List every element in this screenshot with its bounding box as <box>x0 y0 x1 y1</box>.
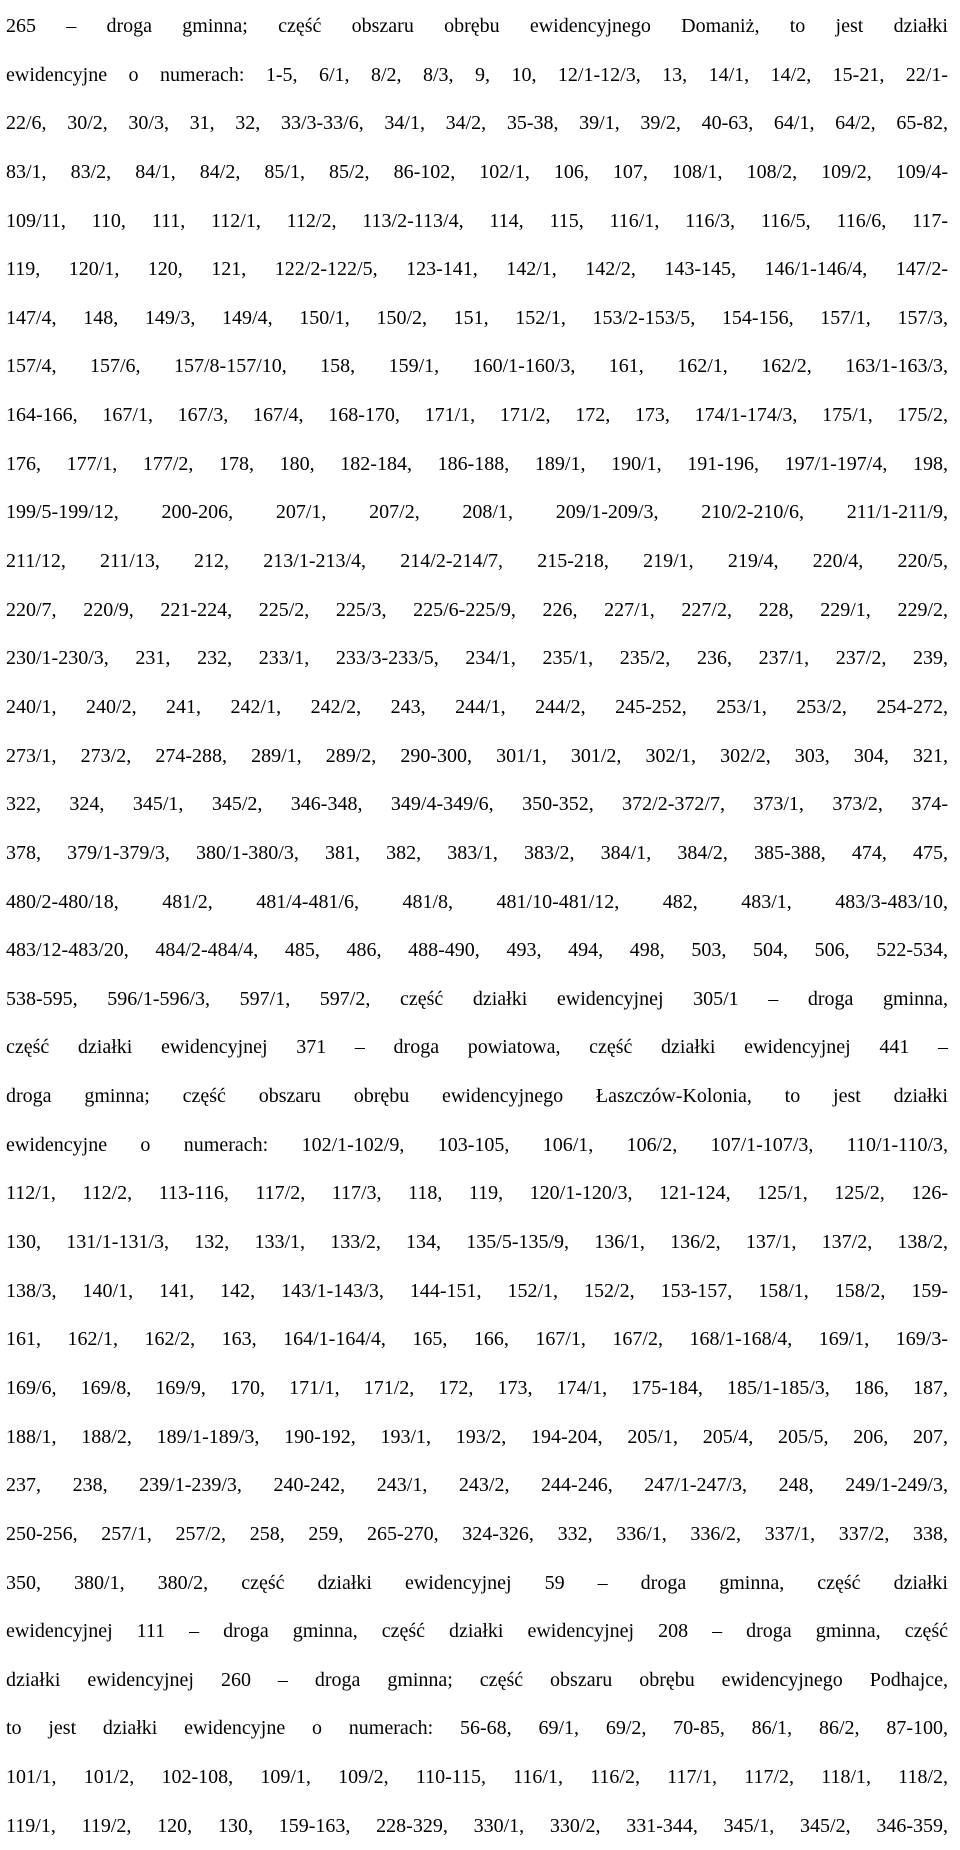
text-line: ewidencyjne o numerach: 1-5, 6/1, 8/2, 8/3, 9, 10, 12/1-12/3, 13, 14/1, 14/2, 15-21, 22/1- <box>6 63 948 86</box>
text-line: 138/3, 140/1, 141, 142, 143/1-143/3, 144-151, 152/1, 152/2, 153-157, 158/1, 158/2, 159- <box>6 1279 948 1302</box>
text-line: 83/1, 83/2, 84/1, 84/2, 85/1, 85/2, 86-102, 102/1, 106, 107, 108/1, 108/2, 109/2, 109/4- <box>6 160 948 183</box>
text-line: 265 – droga gminna; część obszaru obrębu ewidencyjnego Domaniż, to jest działki <box>6 15 948 37</box>
text-line: 230/1-230/3, 231, 232, 233/1, 233/3-233/5, 234/1, 235/1, 235/2, 236, 237/1, 237/2, 239, <box>6 647 948 670</box>
text-line: 199/5-199/12, 200-206, 207/1, 207/2, 208/1, 209/1-209/3, 210/2-210/6, 211/1-211/9, <box>6 501 948 524</box>
text-line: 119/1, 119/2, 120, 130, 159-163, 228-329, 330/1, 330/2, 331-344, 345/1, 345/2, 346-359, <box>6 1814 948 1837</box>
text-line: działki ewidencyjnej 260 – droga gminna; część obszaru obrębu ewidencyjnego Podhajce, <box>6 1668 948 1691</box>
text-line: 164-166, 167/1, 167/3, 167/4, 168-170, 171/1, 171/2, 172, 173, 174/1-174/3, 175/1, 175/2, <box>6 404 948 427</box>
text-line: 237, 238, 239/1-239/3, 240-242, 243/1, 243/2, 244-246, 247/1-247/3, 248, 249/1-249/3, <box>6 1474 948 1497</box>
text-line: część działki ewidencyjnej 371 – droga powiatowa, część działki ewidencyjnej 441 – <box>6 1036 948 1059</box>
text-line: 119, 120/1, 120, 121, 122/2-122/5, 123-141, 142/1, 142/2, 143-145, 146/1-146/4, 147/2- <box>6 258 948 281</box>
text-line: 22/6, 30/2, 30/3, 31, 32, 33/3-33/6, 34/1, 34/2, 35-38, 39/1, 39/2, 40-63, 64/1, 64/2, 65-82, <box>6 112 948 135</box>
text-line: 322, 324, 345/1, 345/2, 346-348, 349/4-349/6, 350-352, 372/2-372/7, 373/1, 373/2, 374- <box>6 793 948 816</box>
text-line: 538-595, 596/1-596/3, 597/1, 597/2, część działki ewidencyjnej 305/1 – droga gminna, <box>6 987 948 1010</box>
text-line: 169/6, 169/8, 169/9, 170, 171/1, 171/2, 172, 173, 174/1, 175-184, 185/1-185/3, 186, 187, <box>6 1376 948 1399</box>
text-line: 147/4, 148, 149/3, 149/4, 150/1, 150/2, 151, 152/1, 153/2-153/5, 154-156, 157/1, 157/3, <box>6 306 948 329</box>
text-line: 480/2-480/18, 481/2, 481/4-481/6, 481/8, 481/10-481/12, 482, 483/1, 483/3-483/10, <box>6 890 948 913</box>
text-line: ewidencyjnej 111 – droga gminna, część działki ewidencyjnej 208 – droga gminna, część <box>6 1620 948 1643</box>
text-line: 188/1, 188/2, 189/1-189/3, 190-192, 193/1, 193/2, 194-204, 205/1, 205/4, 205/5, 206, 207, <box>6 1425 948 1448</box>
text-line: 378, 379/1-379/3, 380/1-380/3, 381, 382, 383/1, 383/2, 384/1, 384/2, 385-388, 474, 475, <box>6 841 948 864</box>
text-line: 112/1, 112/2, 113-116, 117/2, 117/3, 118, 119, 120/1-120/3, 121-124, 125/1, 125/2, 126- <box>6 1182 948 1205</box>
text-line: 109/11, 110, 111, 112/1, 112/2, 113/2-113/4, 114, 115, 116/1, 116/3, 116/5, 116/6, 117- <box>6 209 948 232</box>
text-line: 350, 380/1, 380/2, część działki ewidencyjnej 59 – droga gminna, część działki <box>6 1571 948 1594</box>
document-text-block <box>6 0 948 1850</box>
text-line: 220/7, 220/9, 221-224, 225/2, 225/3, 225/6-225/9, 226, 227/1, 227/2, 228, 229/1, 229/2, <box>6 598 948 621</box>
text-line: 483/12-483/20, 484/2-484/4, 485, 486, 488-490, 493, 494, 498, 503, 504, 506, 522-534, <box>6 939 948 962</box>
text-line: 157/4, 157/6, 157/8-157/10, 158, 159/1, 160/1-160/3, 161, 162/1, 162/2, 163/1-163/3, <box>6 355 948 378</box>
text-line: 211/12, 211/13, 212, 213/1-213/4, 214/2-214/7, 215-218, 219/1, 219/4, 220/4, 220/5, <box>6 550 948 573</box>
text-line: droga gminna; część obszaru obrębu ewidencyjnego Łaszczów-Kolonia, to jest działki <box>6 1085 948 1108</box>
text-line: to jest działki ewidencyjne o numerach: 56-68, 69/1, 69/2, 70-85, 86/1, 86/2, 87-100, <box>6 1717 948 1740</box>
text-line: 240/1, 240/2, 241, 242/1, 242/2, 243, 244/1, 244/2, 245-252, 253/1, 253/2, 254-272, <box>6 695 948 718</box>
text-line: 161, 162/1, 162/2, 163, 164/1-164/4, 165, 166, 167/1, 167/2, 168/1-168/4, 169/1, 169/3- <box>6 1328 948 1351</box>
text-line: 101/1, 101/2, 102-108, 109/1, 109/2, 110-115, 116/1, 116/2, 117/1, 117/2, 118/1, 118/2, <box>6 1766 948 1789</box>
text-line: 130, 131/1-131/3, 132, 133/1, 133/2, 134, 135/5-135/9, 136/1, 136/2, 137/1, 137/2, 138/2, <box>6 1231 948 1254</box>
text-line: 273/1, 273/2, 274-288, 289/1, 289/2, 290-300, 301/1, 301/2, 302/1, 302/2, 303, 304, 321, <box>6 744 948 767</box>
text-line: 176, 177/1, 177/2, 178, 180, 182-184, 186-188, 189/1, 190/1, 191-196, 197/1-197/4, 198, <box>6 452 948 475</box>
text-line: ewidencyjne o numerach: 102/1-102/9, 103-105, 106/1, 106/2, 107/1-107/3, 110/1-110/3, <box>6 1133 948 1156</box>
text-line: 250-256, 257/1, 257/2, 258, 259, 265-270, 324-326, 332, 336/1, 336/2, 337/1, 337/2, 338, <box>6 1522 948 1545</box>
